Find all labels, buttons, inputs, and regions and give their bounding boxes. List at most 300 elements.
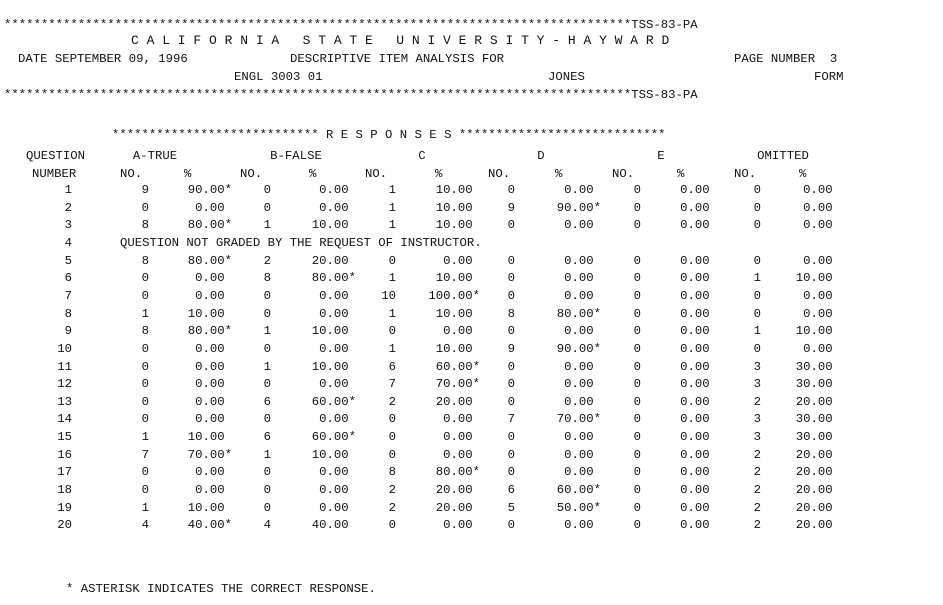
- response-percent: 0.00: [195, 412, 225, 427]
- question-number: 18: [57, 483, 72, 498]
- question-number: 10: [57, 341, 72, 356]
- response-percent: 0.00: [319, 377, 349, 392]
- group-header-5: OMITTED: [757, 149, 809, 163]
- question-number: 20: [57, 518, 72, 533]
- table-row: [0, 201, 943, 218]
- response-percent: 0.00: [680, 394, 710, 409]
- response-percent: 0.00: [319, 306, 349, 321]
- response-count: 1: [388, 306, 396, 321]
- pct-header-4: %: [677, 167, 685, 181]
- response-percent: 10.00: [435, 341, 473, 356]
- response-count: 9: [507, 200, 515, 215]
- response-count: 9: [141, 183, 149, 197]
- response-percent: 0.00: [803, 253, 833, 268]
- response-percent: 0.00: [564, 430, 594, 445]
- response-count: 1: [263, 324, 271, 339]
- response-percent: 20.00: [795, 518, 833, 533]
- question-number: 1: [64, 183, 72, 197]
- table-row: [0, 342, 943, 359]
- response-percent: 0.00: [564, 218, 594, 233]
- response-percent: 0.00: [803, 341, 833, 356]
- response-percent: 0.00: [564, 271, 594, 286]
- group-header-0: A-TRUE: [132, 149, 178, 163]
- response-percent: 0.00: [564, 518, 594, 533]
- response-percent: 0.00: [564, 447, 594, 462]
- response-count: 1: [388, 200, 396, 215]
- response-percent: 0.00: [195, 271, 225, 286]
- response-percent: 0.00: [680, 288, 710, 303]
- header-stars-top: *************************************************************************************TSS-83-PA: [4, 18, 698, 32]
- response-count: 0: [388, 253, 396, 268]
- response-percent: 10.00: [187, 500, 225, 515]
- response-percent: 0.00: [319, 183, 349, 197]
- response-count: 2: [753, 483, 761, 498]
- response-count: 0: [753, 288, 761, 303]
- response-count: 0: [633, 465, 641, 480]
- table-row: [0, 360, 943, 377]
- response-count: 0: [507, 465, 515, 480]
- response-percent: 70.00*: [187, 447, 232, 462]
- response-percent: 20.00: [795, 483, 833, 498]
- response-count: 0: [753, 183, 761, 197]
- response-percent: 20.00: [311, 253, 349, 268]
- response-count: 1: [263, 359, 271, 374]
- response-percent: 30.00: [795, 430, 833, 445]
- response-count: 6: [263, 394, 271, 409]
- instructor-name: JONES: [548, 70, 585, 84]
- response-count: 1: [263, 447, 271, 462]
- table-row: [0, 236, 943, 253]
- response-count: 0: [263, 306, 271, 321]
- response-count: 0: [263, 483, 271, 498]
- table-row: [0, 271, 943, 288]
- response-percent: 20.00: [795, 500, 833, 515]
- response-percent: 0.00: [319, 500, 349, 515]
- response-count: 0: [263, 288, 271, 303]
- response-count: 2: [753, 465, 761, 480]
- response-count: 0: [507, 324, 515, 339]
- response-percent: 0.00: [564, 359, 594, 374]
- response-count: 0: [507, 518, 515, 533]
- response-percent: 0.00: [680, 500, 710, 515]
- response-count: 1: [141, 500, 149, 515]
- question-number: 6: [64, 271, 72, 286]
- response-percent: 70.00*: [556, 412, 601, 427]
- response-percent: 70.00*: [435, 377, 480, 392]
- response-count: 0: [753, 218, 761, 233]
- pct-header-5: %: [799, 167, 807, 181]
- response-percent: 0.00: [443, 253, 473, 268]
- table-row: [0, 448, 943, 465]
- response-count: 0: [141, 341, 149, 356]
- question-number: 17: [57, 465, 72, 480]
- response-percent: 0.00: [803, 218, 833, 233]
- response-count: 0: [633, 271, 641, 286]
- response-percent: 20.00: [435, 394, 473, 409]
- response-percent: 0.00: [195, 394, 225, 409]
- response-count: 0: [507, 271, 515, 286]
- group-header-4: E: [657, 149, 665, 163]
- response-percent: 80.00*: [187, 253, 232, 268]
- response-percent: 0.00: [803, 183, 833, 197]
- response-percent: 10.00: [435, 306, 473, 321]
- response-percent: 30.00: [795, 377, 833, 392]
- response-count: 0: [633, 500, 641, 515]
- response-percent: 0.00: [680, 518, 710, 533]
- response-percent: 10.00: [311, 447, 349, 462]
- report-date: DATE SEPTEMBER 09, 1996: [18, 52, 188, 66]
- pct-header-1: %: [309, 167, 317, 181]
- response-count: 0: [141, 359, 149, 374]
- response-percent: 0.00: [680, 483, 710, 498]
- response-count: 3: [753, 377, 761, 392]
- table-row: [0, 183, 943, 200]
- response-percent: 0.00: [564, 183, 594, 197]
- response-count: 0: [141, 271, 149, 286]
- response-count: 0: [507, 288, 515, 303]
- response-percent: 0.00: [680, 200, 710, 215]
- pct-header-2: %: [435, 167, 443, 181]
- response-count: 0: [141, 465, 149, 480]
- response-percent: 80.00*: [187, 218, 232, 233]
- course-id: ENGL 3003 01: [234, 70, 323, 84]
- response-count: 4: [141, 518, 149, 533]
- response-count: 0: [633, 394, 641, 409]
- response-percent: 0.00: [680, 218, 710, 233]
- response-percent: 0.00: [319, 288, 349, 303]
- response-count: 0: [507, 218, 515, 233]
- response-count: 0: [753, 341, 761, 356]
- response-percent: 0.00: [319, 483, 349, 498]
- response-percent: 90.00*: [556, 200, 601, 215]
- response-percent: 0.00: [803, 306, 833, 321]
- response-count: 2: [388, 500, 396, 515]
- response-count: 0: [507, 394, 515, 409]
- question-number: 15: [57, 430, 72, 445]
- response-count: 2: [753, 394, 761, 409]
- group-header-1: B-FALSE: [270, 149, 322, 163]
- question-header-top: QUESTION: [26, 149, 86, 163]
- response-count: 6: [507, 483, 515, 498]
- response-count: 0: [141, 288, 149, 303]
- response-count: 0: [633, 306, 641, 321]
- response-count: 0: [263, 183, 271, 197]
- university-title: C A L I F O R N I A S T A T E U N I V E R S I T Y - H A Y W A R D: [131, 33, 670, 48]
- question-number: 7: [64, 288, 72, 303]
- response-percent: 0.00: [195, 359, 225, 374]
- pct-header-3: %: [555, 167, 563, 181]
- no-header-2: NO.: [365, 167, 388, 181]
- response-percent: 0.00: [319, 412, 349, 427]
- response-count: 3: [753, 412, 761, 427]
- header-stars-bottom: *************************************************************************************TSS-83-PA: [4, 88, 698, 102]
- response-percent: 20.00: [795, 465, 833, 480]
- question-number: 2: [64, 200, 72, 215]
- response-count: 0: [507, 183, 515, 197]
- question-number: 8: [64, 306, 72, 321]
- response-percent: 20.00: [435, 500, 473, 515]
- question-number: 11: [57, 359, 72, 374]
- response-percent: 0.00: [319, 200, 349, 215]
- response-percent: 10.00: [435, 218, 473, 233]
- response-percent: 80.00*: [556, 306, 601, 321]
- response-count: 0: [753, 253, 761, 268]
- response-count: 3: [753, 430, 761, 445]
- question-number: 5: [64, 253, 72, 268]
- response-count: 0: [263, 377, 271, 392]
- response-count: 0: [633, 447, 641, 462]
- response-percent: 10.00: [435, 183, 473, 197]
- response-count: 1: [753, 271, 761, 286]
- response-count: 9: [507, 341, 515, 356]
- response-percent: 10.00: [311, 218, 349, 233]
- response-percent: 60.00*: [435, 359, 480, 374]
- response-percent: 0.00: [564, 324, 594, 339]
- response-count: 6: [388, 359, 396, 374]
- response-count: 0: [633, 377, 641, 392]
- response-count: 0: [633, 183, 641, 197]
- response-percent: 10.00: [435, 271, 473, 286]
- response-percent: 0.00: [680, 306, 710, 321]
- response-percent: 60.00*: [556, 483, 601, 498]
- response-percent: 0.00: [680, 271, 710, 286]
- response-count: 0: [141, 377, 149, 392]
- table-row: [0, 501, 943, 518]
- report-title: DESCRIPTIVE ITEM ANALYSIS FOR: [290, 52, 505, 66]
- response-percent: 0.00: [803, 200, 833, 215]
- response-count: 0: [507, 430, 515, 445]
- table-row: [0, 289, 943, 306]
- response-count: 6: [263, 430, 271, 445]
- response-percent: 0.00: [195, 288, 225, 303]
- response-count: 5: [507, 500, 515, 515]
- response-count: 0: [633, 218, 641, 233]
- response-count: 0: [388, 324, 396, 339]
- response-percent: 20.00: [795, 447, 833, 462]
- response-count: 8: [141, 253, 149, 268]
- response-percent: 60.00*: [311, 430, 356, 445]
- response-count: 0: [388, 447, 396, 462]
- response-percent: 80.00*: [435, 465, 480, 480]
- table-row: [0, 254, 943, 271]
- not-graded-note: QUESTION NOT GRADED BY THE REQUEST OF INSTRUCTOR.: [120, 235, 482, 250]
- table-row: [0, 430, 943, 447]
- response-count: 1: [388, 218, 396, 233]
- response-count: 0: [263, 465, 271, 480]
- question-number: 4: [64, 235, 72, 250]
- response-count: 0: [507, 377, 515, 392]
- response-count: 8: [141, 218, 149, 233]
- table-row: [0, 377, 943, 394]
- question-number: 12: [57, 377, 72, 392]
- table-row: [0, 412, 943, 429]
- response-percent: 0.00: [319, 465, 349, 480]
- response-count: 0: [263, 341, 271, 356]
- response-count: 0: [141, 200, 149, 215]
- response-count: 2: [753, 518, 761, 533]
- response-count: 0: [141, 394, 149, 409]
- response-percent: 0.00: [195, 200, 225, 215]
- response-percent: 100.00*: [428, 288, 480, 303]
- response-count: 0: [633, 430, 641, 445]
- response-count: 8: [388, 465, 396, 480]
- response-count: 0: [388, 518, 396, 533]
- no-header-4: NO.: [612, 167, 635, 181]
- response-percent: 0.00: [680, 412, 710, 427]
- question-number: 3: [64, 218, 72, 233]
- response-percent: 10.00: [435, 200, 473, 215]
- response-percent: 0.00: [564, 288, 594, 303]
- response-percent: 0.00: [195, 483, 225, 498]
- response-percent: 0.00: [443, 430, 473, 445]
- response-count: 2: [388, 483, 396, 498]
- response-count: 10: [381, 288, 396, 303]
- response-count: 4: [263, 518, 271, 533]
- pct-header-0: %: [184, 167, 192, 181]
- response-percent: 0.00: [680, 359, 710, 374]
- response-count: 0: [141, 483, 149, 498]
- response-count: 2: [388, 394, 396, 409]
- response-percent: 0.00: [564, 465, 594, 480]
- response-count: 0: [633, 483, 641, 498]
- response-percent: 0.00: [195, 465, 225, 480]
- response-count: 1: [263, 218, 271, 233]
- response-percent: 0.00: [680, 447, 710, 462]
- response-count: 0: [388, 430, 396, 445]
- response-percent: 0.00: [564, 377, 594, 392]
- response-percent: 0.00: [195, 377, 225, 392]
- response-count: 0: [633, 341, 641, 356]
- question-number: 19: [57, 500, 72, 515]
- response-count: 8: [263, 271, 271, 286]
- response-count: 0: [633, 518, 641, 533]
- response-count: 1: [141, 430, 149, 445]
- question-number: 16: [57, 447, 72, 462]
- response-count: 3: [753, 359, 761, 374]
- responses-banner: **************************** R E S P O N S E S ****************************: [112, 128, 666, 142]
- response-percent: 10.00: [187, 306, 225, 321]
- response-count: 1: [388, 341, 396, 356]
- response-percent: 10.00: [795, 324, 833, 339]
- table-row: [0, 483, 943, 500]
- response-percent: 0.00: [680, 465, 710, 480]
- response-percent: 0.00: [803, 288, 833, 303]
- table-row: [0, 218, 943, 235]
- response-percent: 30.00: [795, 359, 833, 374]
- response-count: 0: [633, 412, 641, 427]
- response-percent: 0.00: [564, 394, 594, 409]
- response-count: 0: [633, 324, 641, 339]
- form-label: FORM: [814, 70, 844, 84]
- response-percent: 0.00: [564, 253, 594, 268]
- response-count: 1: [753, 324, 761, 339]
- response-count: 8: [141, 324, 149, 339]
- response-percent: 0.00: [680, 430, 710, 445]
- response-percent: 10.00: [311, 359, 349, 374]
- question-number: 14: [57, 412, 72, 427]
- page-number: PAGE NUMBER 3: [734, 52, 838, 66]
- response-percent: 0.00: [680, 324, 710, 339]
- response-count: 0: [388, 412, 396, 427]
- response-percent: 30.00: [795, 412, 833, 427]
- response-percent: 0.00: [443, 412, 473, 427]
- response-count: 0: [507, 253, 515, 268]
- response-percent: 0.00: [680, 341, 710, 356]
- response-count: 0: [507, 359, 515, 374]
- response-percent: 10.00: [187, 430, 225, 445]
- response-count: 7: [507, 412, 515, 427]
- no-header-3: NO.: [488, 167, 511, 181]
- response-count: 8: [507, 306, 515, 321]
- response-percent: 0.00: [443, 447, 473, 462]
- response-percent: 60.00*: [311, 394, 356, 409]
- response-percent: 40.00*: [187, 518, 232, 533]
- response-count: 1: [141, 306, 149, 321]
- response-percent: 80.00*: [187, 324, 232, 339]
- response-count: 0: [141, 412, 149, 427]
- response-count: 0: [633, 200, 641, 215]
- group-header-2: C: [418, 149, 426, 163]
- question-number: 13: [57, 394, 72, 409]
- response-count: 1: [388, 271, 396, 286]
- response-percent: 0.00: [680, 253, 710, 268]
- response-percent: 90.00*: [187, 183, 232, 197]
- response-count: 7: [141, 447, 149, 462]
- response-percent: 40.00: [311, 518, 349, 533]
- response-count: 0: [753, 200, 761, 215]
- footnote: * ASTERISK INDICATES THE CORRECT RESPONSE.: [66, 582, 376, 596]
- no-header-5: NO.: [734, 167, 757, 181]
- group-header-3: D: [537, 149, 545, 163]
- response-percent: 0.00: [195, 341, 225, 356]
- response-count: 2: [263, 253, 271, 268]
- response-count: 0: [263, 200, 271, 215]
- response-count: 2: [753, 500, 761, 515]
- response-percent: 0.00: [443, 324, 473, 339]
- table-row: [0, 465, 943, 482]
- no-header-0: NO.: [120, 167, 143, 181]
- response-percent: 0.00: [443, 518, 473, 533]
- response-count: 0: [633, 359, 641, 374]
- response-count: 1: [388, 183, 396, 197]
- response-percent: 20.00: [435, 483, 473, 498]
- response-percent: 90.00*: [556, 341, 601, 356]
- response-percent: 80.00*: [311, 271, 356, 286]
- table-row: [0, 307, 943, 324]
- response-count: 0: [633, 288, 641, 303]
- question-number: 9: [64, 324, 72, 339]
- question-header-bottom: NUMBER: [32, 167, 77, 181]
- response-percent: 10.00: [795, 271, 833, 286]
- response-count: 0: [263, 500, 271, 515]
- table-row: [0, 518, 943, 535]
- response-count: 2: [753, 447, 761, 462]
- response-count: 0: [507, 447, 515, 462]
- response-percent: 0.00: [680, 183, 710, 197]
- response-count: 0: [753, 306, 761, 321]
- response-percent: 50.00*: [556, 500, 601, 515]
- table-row: [0, 395, 943, 412]
- no-header-1: NO.: [240, 167, 263, 181]
- response-count: 0: [633, 253, 641, 268]
- response-percent: 0.00: [680, 377, 710, 392]
- response-percent: 10.00: [311, 324, 349, 339]
- response-percent: 0.00: [319, 341, 349, 356]
- response-percent: 20.00: [795, 394, 833, 409]
- response-count: 7: [388, 377, 396, 392]
- table-row: [0, 324, 943, 341]
- response-count: 0: [263, 412, 271, 427]
